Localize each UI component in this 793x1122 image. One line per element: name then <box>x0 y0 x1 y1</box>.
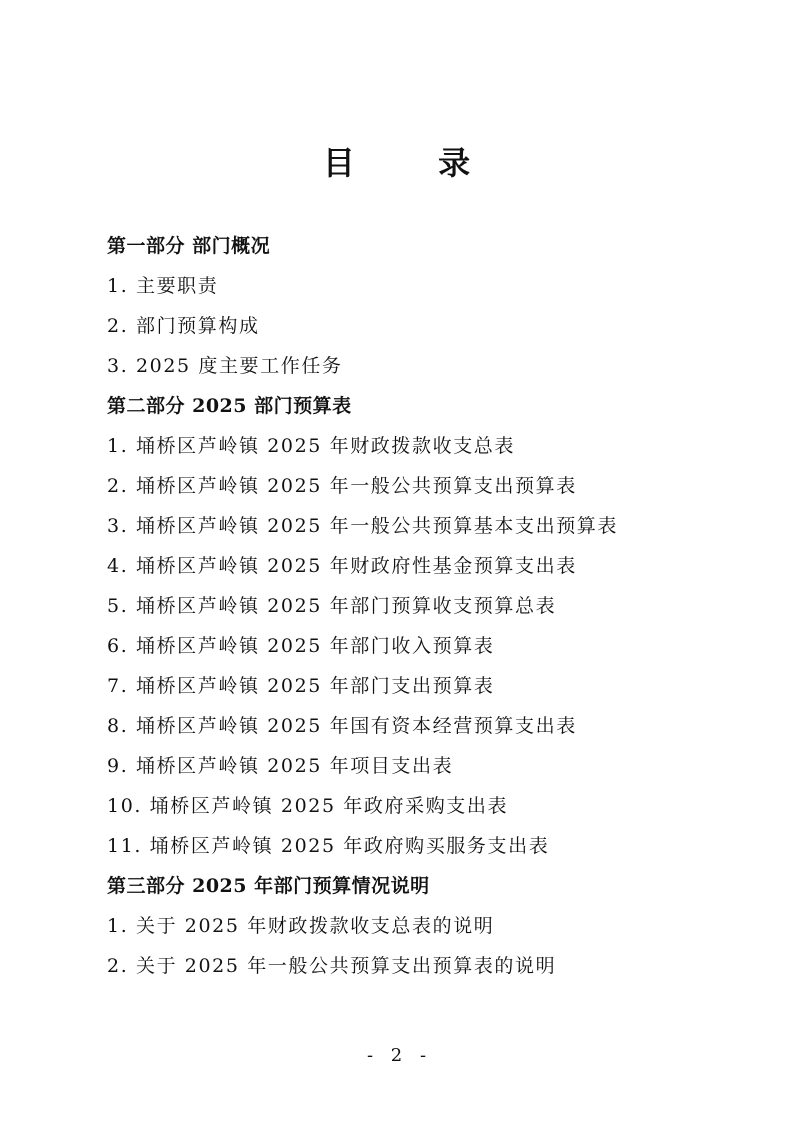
toc-item: 9. 埇桥区芦岭镇 2025 年项目支出表 <box>107 755 454 777</box>
toc-item: 1. 主要职责 <box>107 275 219 297</box>
toc-item: 5. 埇桥区芦岭镇 2025 年部门预算收支预算总表 <box>107 595 557 617</box>
toc-item: 10. 埇桥区芦岭镇 2025 年政府采购支出表 <box>107 795 509 817</box>
page-title: 目 录 <box>322 144 507 182</box>
toc-item: 8. 埇桥区芦岭镇 2025 年国有资本经营预算支出表 <box>107 715 577 737</box>
toc-item: 4. 埇桥区芦岭镇 2025 年财政府性基金预算支出表 <box>107 555 577 577</box>
page-number: - 2 - <box>366 1045 433 1066</box>
toc-part-heading: 第一部分 部门概况 <box>107 235 271 257</box>
toc-item: 3. 2025 度主要工作任务 <box>107 355 343 377</box>
toc-item: 1. 关于 2025 年财政拨款收支总表的说明 <box>107 915 495 937</box>
toc-item: 7. 埇桥区芦岭镇 2025 年部门支出预算表 <box>107 675 495 697</box>
toc-item: 2. 关于 2025 年一般公共预算支出预算表的说明 <box>107 955 557 977</box>
toc-item: 6. 埇桥区芦岭镇 2025 年部门收入预算表 <box>107 635 495 657</box>
toc-item: 1. 埇桥区芦岭镇 2025 年财政拨款收支总表 <box>107 435 516 457</box>
toc-part-heading: 第二部分 2025 部门预算表 <box>107 395 352 417</box>
toc-part-heading: 第三部分 2025 年部门预算情况说明 <box>107 875 430 897</box>
toc-item: 11. 埇桥区芦岭镇 2025 年政府购买服务支出表 <box>107 835 550 857</box>
toc-item: 3. 埇桥区芦岭镇 2025 年一般公共预算基本支出预算表 <box>107 515 619 537</box>
table-of-contents <box>107 226 747 986</box>
toc-item: 2. 部门预算构成 <box>107 315 260 337</box>
toc-item: 2. 埇桥区芦岭镇 2025 年一般公共预算支出预算表 <box>107 475 577 497</box>
